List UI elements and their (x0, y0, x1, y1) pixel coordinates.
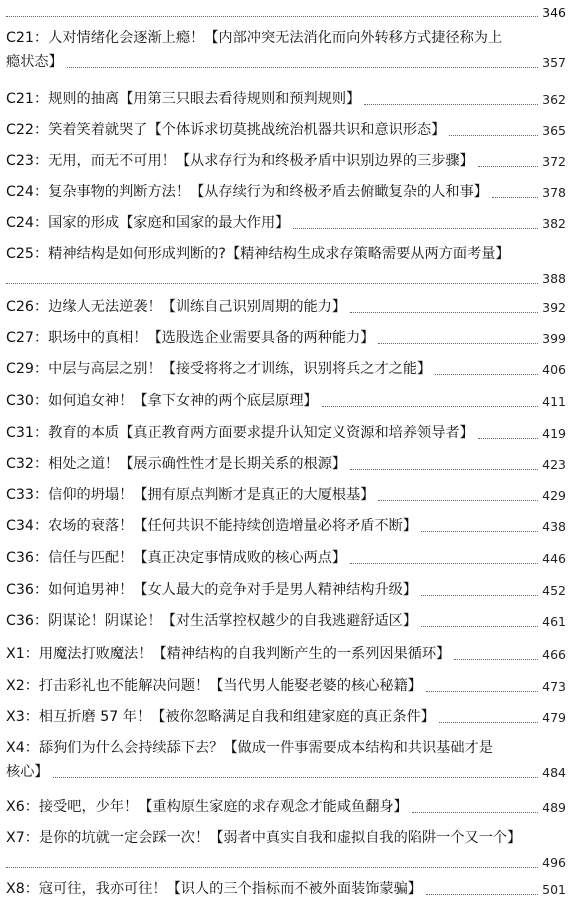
entry-title: C31：教育的本质【真正教育两方面要求提升认知定义资源和培养领导者】 (6, 425, 474, 441)
page-number: 388 (542, 271, 566, 286)
page-number: 473 (542, 679, 566, 694)
toc-entry (6, 425, 566, 442)
toc-entry (6, 330, 566, 347)
toc-entry (6, 881, 566, 898)
dot-leader (350, 312, 538, 313)
dot-leader (6, 867, 538, 868)
dot-leader (454, 659, 538, 660)
entry-title: X4：舔狗们为什么会持续舔下去？【做成一件事需要成本结构和共识基础才是 (6, 740, 493, 756)
page-number: 466 (542, 647, 566, 662)
page-number: 346 (542, 5, 566, 20)
toc-entry (6, 709, 566, 726)
toc-entry (6, 361, 566, 378)
dot-leader (439, 722, 538, 723)
dot-leader (421, 595, 538, 596)
entry-title: C24：国家的形成【家庭和国家的最大作用】 (6, 215, 290, 231)
dot-leader (53, 777, 539, 778)
entry-title: C34：农场的衰落！【任何共识不能持续创造增量必将矛盾不断】 (6, 518, 418, 534)
dot-leader (449, 135, 538, 136)
dot-leader (478, 438, 538, 439)
toc-entry (6, 30, 566, 71)
page-number: 496 (542, 855, 566, 870)
entry-title: C21：规则的抽离【用第三只眼去看待规则和预判规则】 (6, 91, 361, 107)
toc-entry (6, 487, 566, 504)
dot-leader (421, 531, 538, 532)
dot-leader (350, 563, 538, 564)
entry-title: C36：信任与匹配！【真正决定事情成败的核心两点】 (6, 550, 347, 566)
page-number: 357 (542, 55, 566, 70)
entry-title: C33：信仰的坍塌！【拥有原点判断才是真正的大厦根基】 (6, 487, 375, 503)
toc-entry (6, 830, 566, 871)
page-number: 484 (542, 765, 566, 780)
dot-leader (350, 469, 538, 470)
page-number: 446 (542, 551, 566, 566)
dot-leader (478, 166, 538, 167)
dot-leader (378, 500, 538, 501)
entry-title: C25：精神结构是如何形成判断的?【精神结构生成求存策略需要从两方面考量】 (6, 246, 510, 262)
dot-leader (364, 104, 538, 105)
toc-entry (6, 613, 566, 630)
toc-entry (6, 393, 566, 410)
entry-title: C21：人对情绪化会逐渐上瘾！【内部冲突无法消化而向外转移方式捷径称为上 (6, 30, 503, 46)
entry-title: C26：边缘人无法逆袭！【训练自己识别周期的能力】 (6, 299, 347, 315)
page-number: 423 (542, 457, 566, 472)
toc-entry (6, 122, 566, 139)
entry-title: X7：是你的坑就一定会踩一次！【弱者中真实自我和虚拟自我的陷阱一个又一个】 (6, 830, 522, 846)
toc-entry (6, 299, 566, 316)
page-number: 489 (542, 800, 566, 815)
dot-leader (6, 16, 538, 17)
toc-entry (6, 456, 566, 473)
page-number: 378 (542, 185, 566, 200)
toc-entry (6, 215, 566, 232)
dot-leader (293, 228, 538, 229)
toc-entry (6, 678, 566, 695)
page-number: 411 (542, 394, 566, 409)
toc-entry (6, 582, 566, 599)
entry-title-cont: 瘾状态】 (6, 54, 63, 70)
toc-entry (6, 153, 566, 170)
page-number: 419 (542, 426, 566, 441)
page-number: 382 (542, 216, 566, 231)
entry-title: C23：无用，而无不可用！【从求存行为和终极矛盾中识别边界的三步骤】 (6, 153, 474, 169)
toc-entry (6, 91, 566, 108)
entry-title: C27：职场中的真相！【选股选企业需要具备的两种能力】 (6, 330, 375, 346)
entry-title: X2：打击彩礼也不能解决问题！【当代男人能娶老婆的核心秘籍】 (6, 678, 422, 694)
dot-leader (378, 343, 538, 344)
toc-entry (6, 646, 566, 663)
entry-title: C32：相处之道！【展示确性性才是长期关系的根源】 (6, 456, 347, 472)
page-number: 406 (542, 362, 566, 377)
page-number: 372 (542, 154, 566, 169)
entry-title-cont: 核心】 (6, 764, 49, 780)
page-number: 461 (542, 614, 566, 629)
entry-title: X1：用魔法打败魔法！【精神结构的自我判断产生的一系列因果循环】 (6, 646, 451, 662)
page-number: 365 (542, 123, 566, 138)
dot-leader (426, 691, 538, 692)
toc-entry (6, 740, 566, 781)
dot-leader (435, 374, 538, 375)
page-number: 392 (542, 300, 566, 315)
toc-entry (6, 550, 566, 567)
entry-title: C36：如何追男神！【女人最大的竞争对手是男人精神结构升级】 (6, 582, 418, 598)
page-number: 452 (542, 583, 566, 598)
page-number: 429 (542, 488, 566, 503)
toc-entry (6, 246, 566, 287)
entry-title: C22：笑着笑着就哭了【个体诉求切莫挑战统治机器共识和意识形态】 (6, 122, 446, 138)
toc-entry (6, 518, 566, 535)
page-number: 399 (542, 331, 566, 346)
dot-leader (492, 197, 538, 198)
page-number: 479 (542, 710, 566, 725)
entry-title: X8：寇可往，我亦可往！【识人的三个指标而不被外面装饰蒙骗】 (6, 881, 422, 897)
dot-leader (6, 283, 538, 284)
dot-leader (412, 812, 538, 813)
toc-entry (6, 184, 566, 201)
entry-title: C24：复杂事物的判断方法！【从存续行为和终极矛盾去俯瞰复杂的人和事】 (6, 184, 488, 200)
page-number: 501 (542, 882, 566, 897)
dot-leader (67, 67, 538, 68)
entry-title: C30：如何追女神！【拿下女神的两个底层原理】 (6, 393, 318, 409)
entry-title: X6：接受吧，少年！【重构原生家庭的求存观念才能咸鱼翻身】 (6, 799, 408, 815)
dot-leader (421, 626, 538, 627)
entry-title: X3：相互折磨 57 年！【被你忽略满足自我和组建家庭的真正条件】 (6, 709, 435, 725)
dot-leader (322, 406, 538, 407)
entry-title: C29：中层与高层之别！【接受将将之才训练，识别将兵之才之能】 (6, 361, 432, 377)
page-number: 438 (542, 519, 566, 534)
toc-entry-continued (6, 3, 566, 20)
dot-leader (426, 894, 538, 895)
page-number: 362 (542, 92, 566, 107)
toc-entry (6, 799, 566, 816)
entry-title: C36：阴谋论！阴谋论！【对生活掌控权越少的自我逃避舒适区】 (6, 613, 418, 629)
